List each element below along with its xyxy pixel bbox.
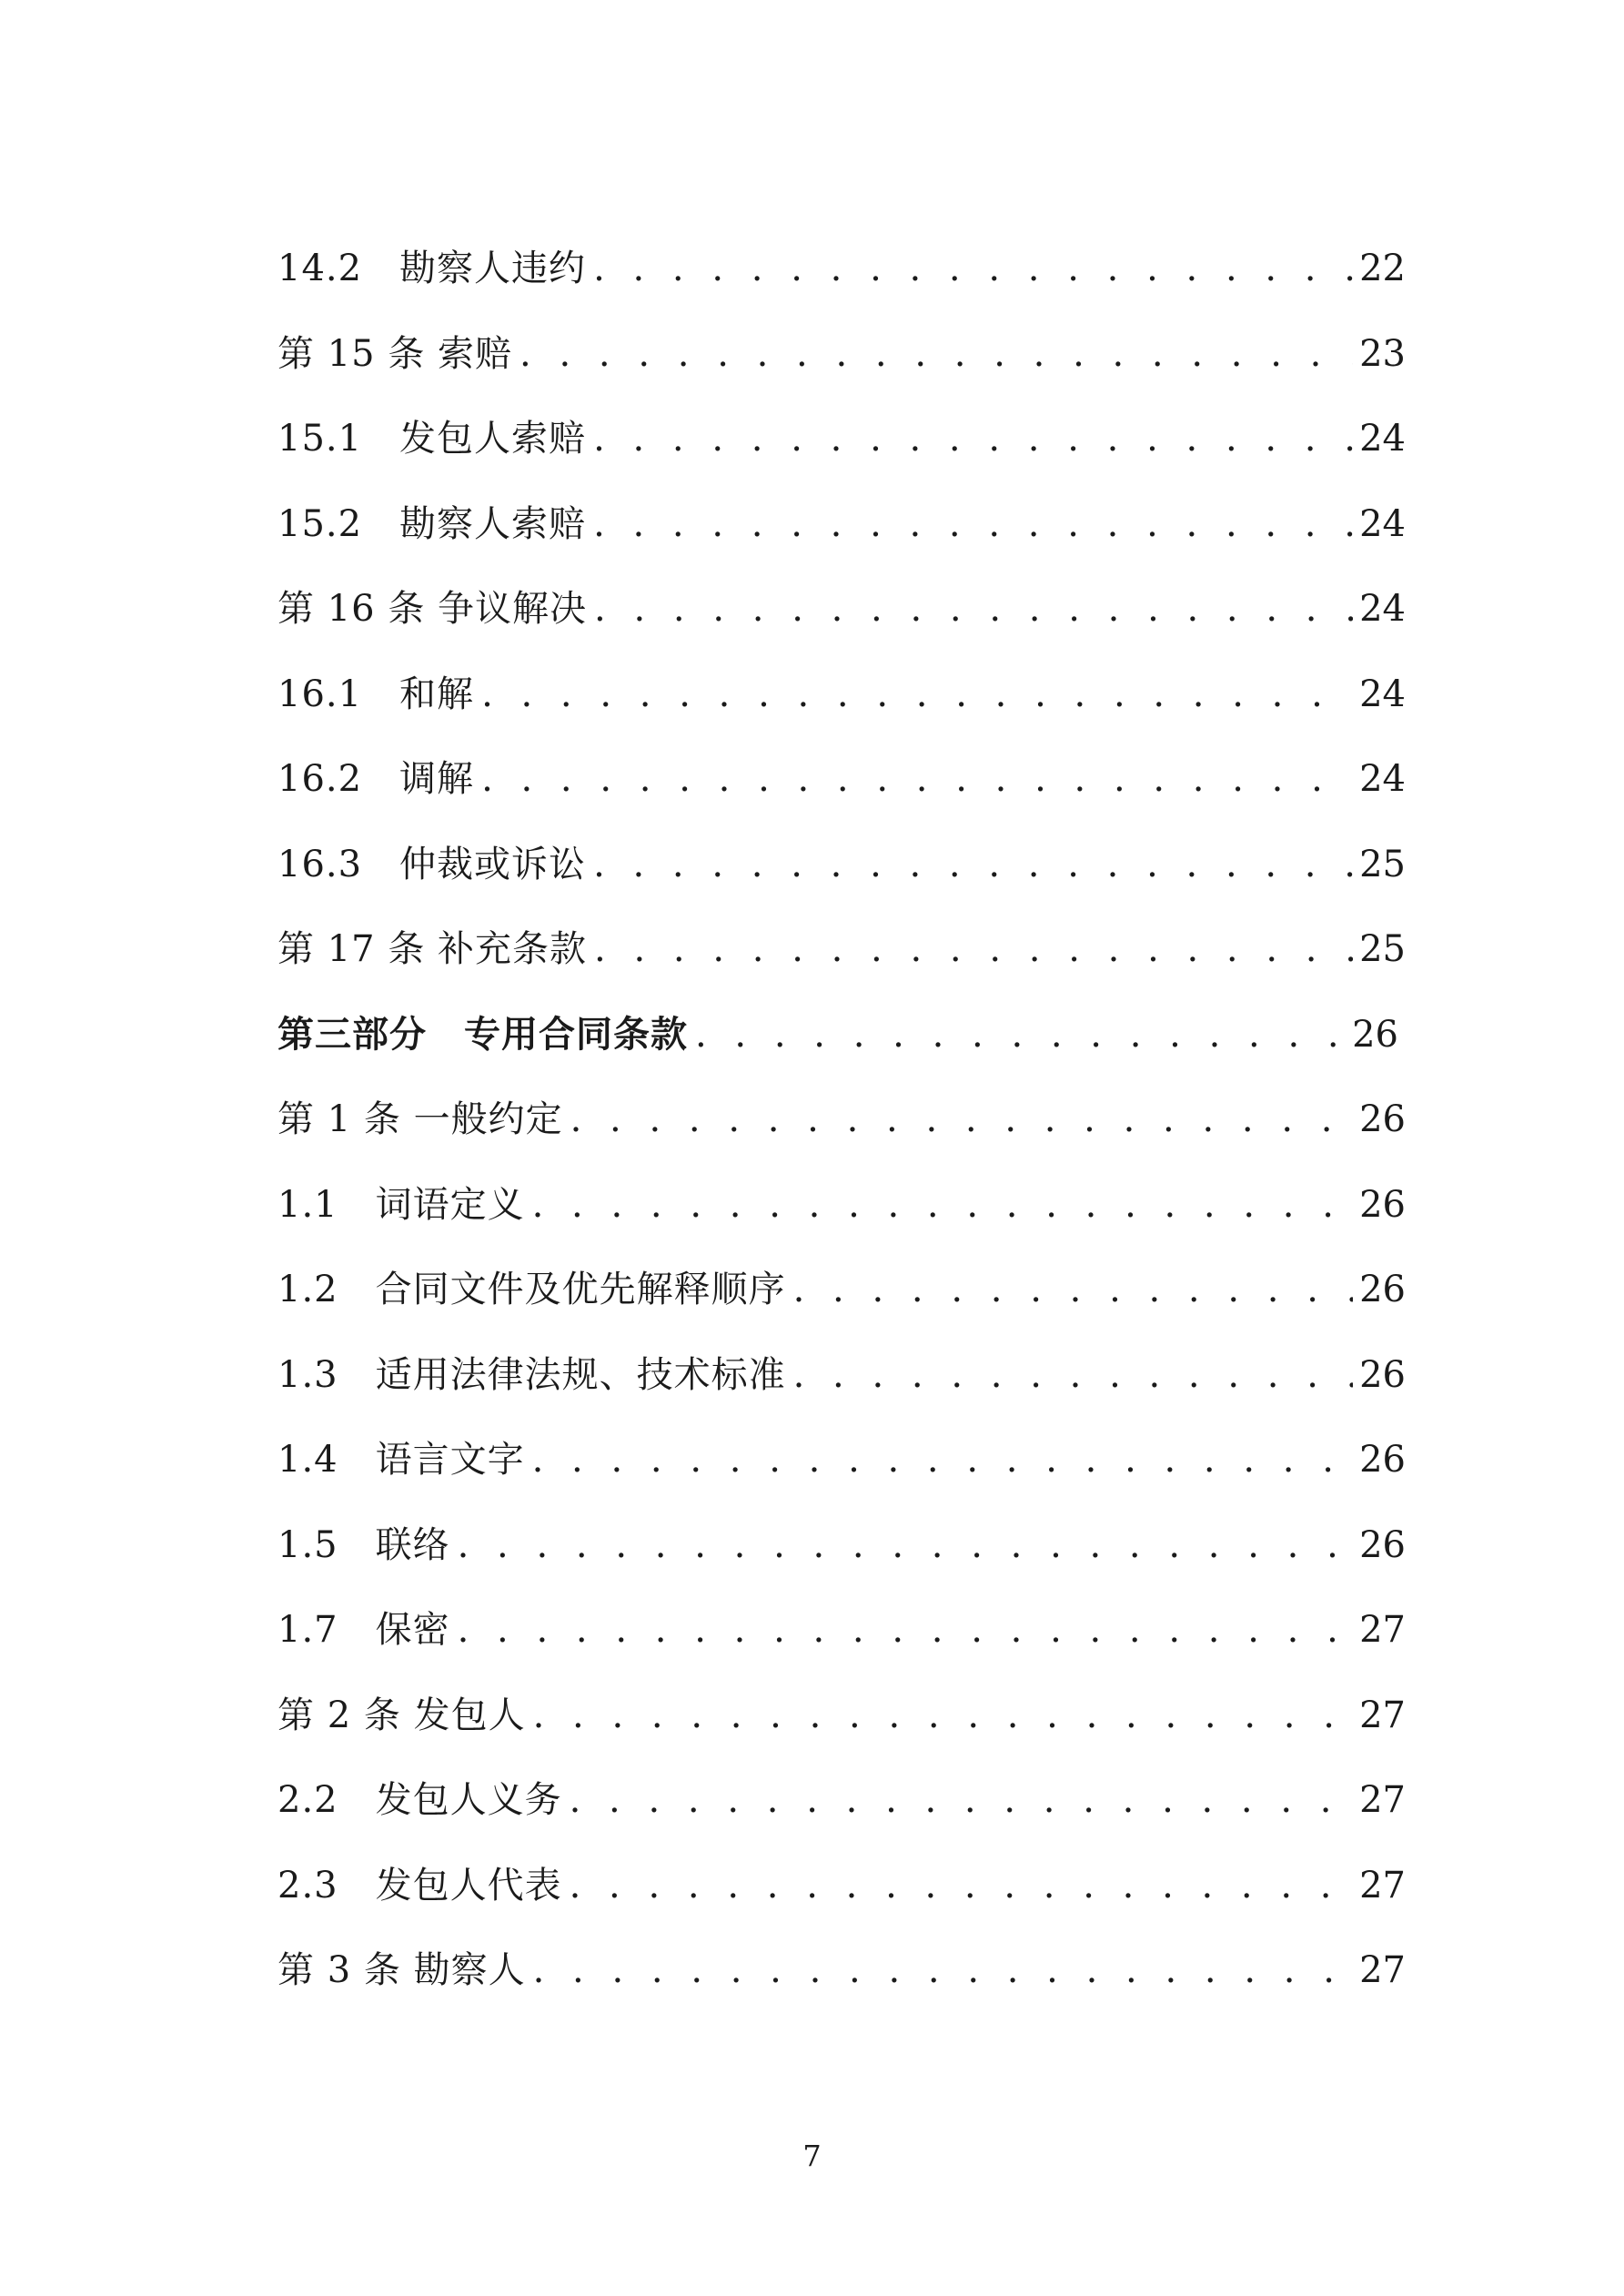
toc-entry-title: 1.1 词语定义 (277, 1183, 525, 1226)
toc-entry[interactable] (277, 1609, 1406, 1697)
toc-entry[interactable] (277, 502, 1406, 592)
toc-entry-title: 第 17 条 补充条款 (277, 928, 588, 970)
toc-entry-page: 27 (1359, 1779, 1406, 1821)
toc-entry-page: 26 (1359, 1269, 1406, 1310)
dot-leader (570, 1867, 1353, 1904)
dot-leader (458, 1612, 1353, 1648)
toc-entry-page: 24 (1359, 673, 1406, 715)
toc-entry-title: 15.2 勘察人索赔 (277, 502, 587, 545)
toc-entry[interactable] (277, 843, 1406, 932)
toc-entry-title: 1.7 保密 (277, 1609, 450, 1651)
toc-entry-page: 24 (1359, 588, 1406, 630)
dot-leader (594, 931, 1353, 967)
toc-entry-page: 24 (1359, 418, 1406, 460)
toc-entry[interactable] (277, 673, 1406, 762)
dot-leader (458, 1527, 1353, 1563)
dot-leader (533, 1697, 1353, 1734)
toc-entry[interactable] (277, 1441, 1406, 1527)
toc-entry-title: 2.2 发包人义务 (277, 1779, 562, 1821)
toc-entry-part-heading[interactable] (277, 1012, 1406, 1102)
toc-entry-title: 第 2 条 发包人 (277, 1694, 526, 1736)
toc-entry[interactable] (277, 332, 1406, 421)
toc-entry[interactable] (277, 1694, 1406, 1783)
toc-entry-title: 第 16 条 争议解决 (277, 588, 588, 630)
toc-entry[interactable] (277, 1353, 1406, 1442)
toc-entry-title: 第 1 条 一般约定 (277, 1098, 563, 1140)
page-number: 7 (802, 2139, 822, 2173)
toc-entry-title: 1.2 合同文件及优先解释顺序 (277, 1269, 786, 1310)
toc-entry-page: 26 (1359, 1353, 1406, 1396)
dot-leader (481, 761, 1353, 797)
toc-entry[interactable] (277, 1098, 1406, 1187)
toc-entry-title: 2.3 发包人代表 (277, 1864, 562, 1907)
toc-entry-page: 27 (1359, 1949, 1406, 1991)
toc-entry-page: 27 (1359, 1609, 1406, 1651)
toc-entry-page: 26 (1359, 1183, 1406, 1226)
dot-leader (593, 420, 1353, 457)
toc-entry-page: 24 (1359, 502, 1406, 545)
toc-entry-title: 1.4 语言文字 (277, 1439, 525, 1481)
toc-entry-page: 27 (1359, 1694, 1406, 1736)
dot-leader (533, 1952, 1353, 1988)
dot-leader (481, 676, 1353, 713)
toc-entry[interactable] (277, 420, 1406, 506)
toc-entry-page: 27 (1359, 1864, 1406, 1907)
toc-entry-title: 1.3 适用法律法规、技术标准 (277, 1353, 786, 1396)
toc-entry[interactable] (277, 1949, 1406, 2038)
toc-entry-page: 26 (1352, 1013, 1398, 1056)
dot-leader (532, 1187, 1353, 1223)
toc-entry-page: 24 (1359, 758, 1406, 800)
toc-entry-page: 26 (1359, 1098, 1406, 1140)
toc-entry[interactable] (277, 1779, 1406, 1867)
dot-leader (593, 506, 1353, 542)
toc-entry-title: 第 15 条 索赔 (277, 332, 513, 375)
dot-leader (593, 250, 1353, 287)
table-of-contents (277, 250, 1406, 2038)
dot-leader (532, 1441, 1353, 1478)
toc-entry-title: 第 3 条 勘察人 (277, 1949, 526, 1991)
toc-entry-title: 16.2 调解 (277, 758, 475, 800)
toc-entry-page: 25 (1359, 843, 1406, 885)
dot-leader (594, 591, 1353, 627)
toc-entry[interactable] (277, 1864, 1406, 1953)
toc-entry-page: 22 (1359, 248, 1406, 289)
dot-leader (593, 846, 1353, 883)
dot-leader (519, 336, 1353, 372)
dot-leader (570, 1782, 1353, 1818)
toc-entry-title: 16.1 和解 (277, 673, 475, 715)
dot-leader (793, 1357, 1353, 1393)
toc-entry[interactable] (277, 758, 1406, 846)
toc-entry[interactable] (277, 1183, 1406, 1272)
dot-leader (570, 1101, 1353, 1138)
dot-leader (793, 1271, 1353, 1308)
toc-entry-title: 第三部分 专用合同条款 (277, 1012, 688, 1056)
toc-entry-page: 26 (1359, 1523, 1406, 1566)
toc-entry-title: 14.2 勘察人违约 (277, 248, 587, 289)
toc-entry-title: 15.1 发包人索赔 (277, 418, 587, 460)
dot-leader (695, 1017, 1346, 1053)
toc-entry-page: 23 (1359, 332, 1406, 375)
toc-entry[interactable] (277, 588, 1406, 676)
toc-entry[interactable] (277, 1271, 1406, 1357)
toc-entry-title: 1.5 联络 (277, 1523, 450, 1566)
toc-entry-title: 16.3 仲裁或诉讼 (277, 843, 587, 885)
toc-entry[interactable] (277, 928, 1406, 1017)
toc-entry-page: 26 (1359, 1439, 1406, 1481)
toc-entry-page: 25 (1359, 928, 1406, 970)
toc-entry[interactable] (277, 250, 1406, 336)
toc-entry[interactable] (277, 1523, 1406, 1613)
